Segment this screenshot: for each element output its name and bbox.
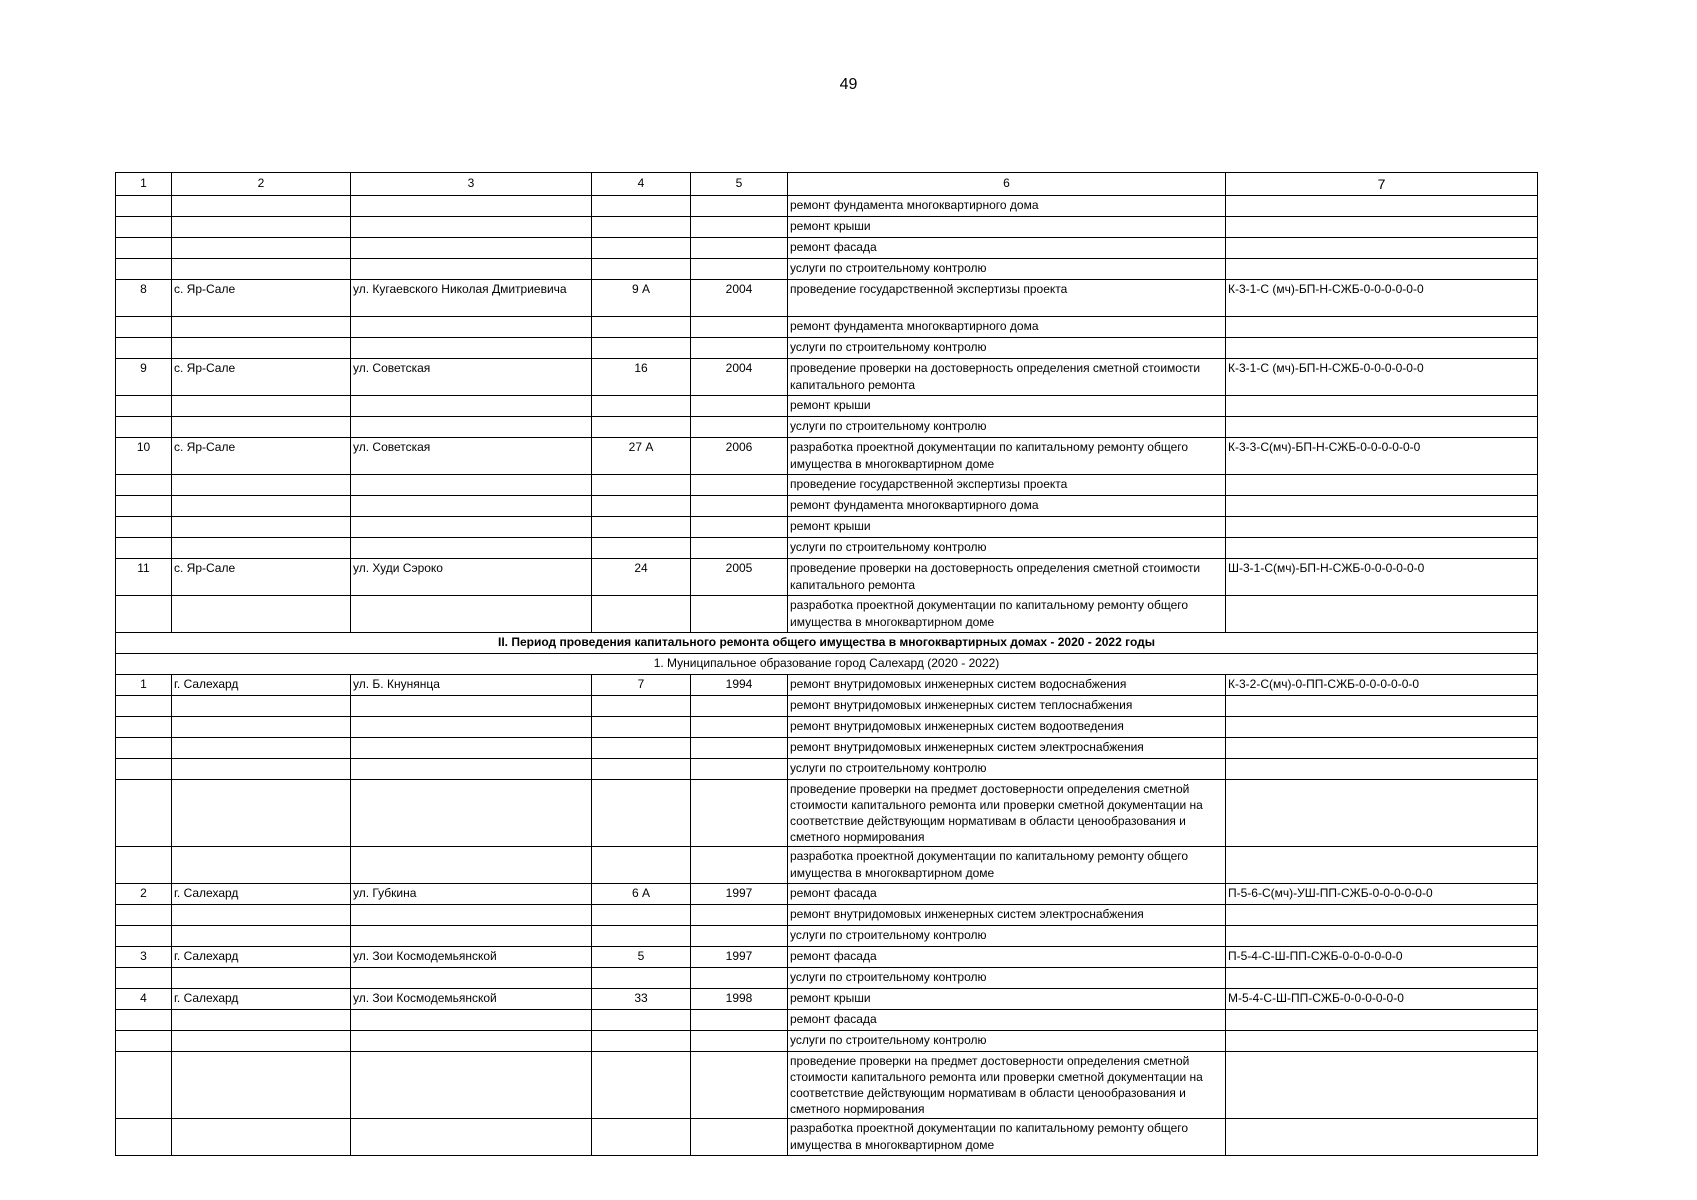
row-number-cell (116, 1119, 172, 1156)
street-cell (351, 1010, 592, 1031)
row-number-cell (116, 905, 172, 926)
row-number-cell: 2 (116, 884, 172, 905)
house-number-cell (592, 338, 691, 359)
building-code-cell (1226, 396, 1538, 417)
row-number-cell (116, 338, 172, 359)
subsection-heading-row (116, 654, 1538, 675)
street-cell (351, 1031, 592, 1052)
building-code-cell: К-3-3-С(мч)-БП-Н-СЖБ-0-0-0-0-0-0 (1226, 438, 1538, 475)
column-header: 1 (116, 173, 172, 196)
house-number-cell (592, 1010, 691, 1031)
column-header: 3 (351, 173, 592, 196)
building-code-cell: К-3-2-С(мч)-0-ПП-СЖБ-0-0-0-0-0-0 (1226, 675, 1538, 696)
street-cell: ул. Кугаевского Николая Дмитриевича (351, 280, 592, 317)
table-row (116, 847, 1538, 884)
building-code-cell (1226, 596, 1538, 633)
settlement-cell: г. Салехард (172, 675, 351, 696)
column-header: 5 (691, 173, 788, 196)
work-type-cell: услуги по строительному контролю (788, 968, 1226, 989)
work-type-cell: услуги по строительному контролю (788, 926, 1226, 947)
table-row (116, 926, 1538, 947)
row-number-cell (116, 717, 172, 738)
house-number-cell (592, 696, 691, 717)
settlement-cell (172, 780, 351, 847)
street-cell (351, 317, 592, 338)
building-code-cell (1226, 517, 1538, 538)
street-cell (351, 1119, 592, 1156)
street-cell (351, 738, 592, 759)
house-number-cell (592, 1052, 691, 1119)
building-code-cell: П-5-6-С(мч)-УШ-ПП-СЖБ-0-0-0-0-0-0 (1226, 884, 1538, 905)
row-number-cell (116, 1031, 172, 1052)
house-number-cell (592, 317, 691, 338)
building-code-cell (1226, 905, 1538, 926)
build-year-cell (691, 396, 788, 417)
street-cell (351, 968, 592, 989)
row-number-cell (116, 196, 172, 217)
build-year-cell (691, 717, 788, 738)
row-number-cell: 11 (116, 559, 172, 596)
settlement-cell (172, 926, 351, 947)
build-year-cell (691, 738, 788, 759)
table-row (116, 759, 1538, 780)
work-type-cell: услуги по строительному контролю (788, 259, 1226, 280)
work-type-cell: услуги по строительному контролю (788, 417, 1226, 438)
settlement-cell (172, 475, 351, 496)
building-code-cell (1226, 759, 1538, 780)
work-type-cell: ремонт фундамента многоквартирного дома (788, 317, 1226, 338)
house-number-cell (592, 738, 691, 759)
street-cell: ул. Советская (351, 438, 592, 475)
building-code-cell (1226, 696, 1538, 717)
settlement-cell (172, 847, 351, 884)
work-type-cell: проведение проверки на предмет достоверности определения сметной стоимости капитального ремонта или проверки сметной документации на соответствие действующим нормативам в области ценообразования и сметного нормирования (788, 780, 1226, 847)
house-number-cell: 27 А (592, 438, 691, 475)
work-type-cell: ремонт внутридомовых инженерных систем водоотведения (788, 717, 1226, 738)
house-number-cell: 7 (592, 675, 691, 696)
table-row (116, 1010, 1538, 1031)
table-row (116, 947, 1538, 968)
table-row (116, 438, 1538, 475)
house-number-cell (592, 780, 691, 847)
row-number-cell (116, 475, 172, 496)
build-year-cell (691, 926, 788, 947)
house-number-cell (592, 905, 691, 926)
work-type-cell: ремонт внутридомовых инженерных систем водоснабжения (788, 675, 1226, 696)
settlement-cell (172, 217, 351, 238)
building-code-cell (1226, 968, 1538, 989)
table-row (116, 396, 1538, 417)
work-type-cell: услуги по строительному контролю (788, 538, 1226, 559)
capital-repair-table (115, 172, 1538, 1156)
page-number: 49 (839, 76, 858, 93)
work-type-cell: разработка проектной документации по капитальному ремонту общего имущества в многоквартирном доме (788, 438, 1226, 475)
build-year-cell: 1997 (691, 947, 788, 968)
work-type-cell: разработка проектной документации по капитальному ремонту общего имущества в многоквартирном доме (788, 596, 1226, 633)
build-year-cell: 1994 (691, 675, 788, 696)
table-row (116, 989, 1538, 1010)
street-cell (351, 538, 592, 559)
house-number-cell (592, 417, 691, 438)
table-row (116, 1052, 1538, 1119)
building-code-cell (1226, 780, 1538, 847)
house-number-cell (592, 538, 691, 559)
house-number-cell (592, 217, 691, 238)
building-code-cell (1226, 217, 1538, 238)
street-cell (351, 517, 592, 538)
house-number-cell (592, 968, 691, 989)
settlement-cell: с. Яр-Сале (172, 559, 351, 596)
table-row (116, 596, 1538, 633)
settlement-cell (172, 596, 351, 633)
house-number-cell: 24 (592, 559, 691, 596)
building-code-cell (1226, 717, 1538, 738)
table-row (116, 968, 1538, 989)
row-number-cell (116, 738, 172, 759)
column-header: 2 (172, 173, 351, 196)
work-type-cell: проведение проверки на достоверность определения сметной стоимости капитального ремонта (788, 559, 1226, 596)
building-code-cell (1226, 1119, 1538, 1156)
settlement-cell (172, 317, 351, 338)
row-number-cell: 1 (116, 675, 172, 696)
work-type-cell: ремонт фундамента многоквартирного дома (788, 496, 1226, 517)
work-type-cell: проведение проверки на достоверность определения сметной стоимости капитального ремонта (788, 359, 1226, 396)
build-year-cell (691, 338, 788, 359)
settlement-cell (172, 396, 351, 417)
work-type-cell: ремонт крыши (788, 517, 1226, 538)
work-type-cell: проведение государственной экспертизы проекта (788, 475, 1226, 496)
row-number-cell (116, 847, 172, 884)
building-code-cell (1226, 475, 1538, 496)
row-number-cell (116, 396, 172, 417)
table-row (116, 1031, 1538, 1052)
build-year-cell (691, 696, 788, 717)
work-type-cell: ремонт внутридомовых инженерных систем электроснабжения (788, 905, 1226, 926)
row-number-cell (116, 968, 172, 989)
table-row (116, 780, 1538, 847)
house-number-cell: 33 (592, 989, 691, 1010)
street-cell (351, 696, 592, 717)
build-year-cell (691, 196, 788, 217)
settlement-cell: с. Яр-Сале (172, 359, 351, 396)
building-code-cell (1226, 338, 1538, 359)
table-row (116, 280, 1538, 317)
work-type-cell: ремонт фундамента многоквартирного дома (788, 196, 1226, 217)
settlement-cell (172, 1010, 351, 1031)
table-row (116, 196, 1538, 217)
table-row (116, 738, 1538, 759)
row-number-cell (116, 926, 172, 947)
settlement-cell (172, 1052, 351, 1119)
settlement-cell (172, 905, 351, 926)
street-cell (351, 259, 592, 280)
row-number-cell (116, 1052, 172, 1119)
building-code-cell (1226, 847, 1538, 884)
row-number-cell: 3 (116, 947, 172, 968)
work-type-cell: разработка проектной документации по капитальному ремонту общего имущества в многоквартирном доме (788, 1119, 1226, 1156)
settlement-cell (172, 717, 351, 738)
row-number-cell (116, 517, 172, 538)
build-year-cell (691, 1119, 788, 1156)
build-year-cell: 1998 (691, 989, 788, 1010)
settlement-cell (172, 738, 351, 759)
work-type-cell: проведение проверки на предмет достоверности определения сметной стоимости капитального ремонта или проверки сметной документации на соответствие действующим нормативам в области ценообразования и сметного нормирования (788, 1052, 1226, 1119)
house-number-cell (592, 475, 691, 496)
build-year-cell (691, 496, 788, 517)
settlement-cell (172, 238, 351, 259)
settlement-cell (172, 1031, 351, 1052)
building-code-cell: М-5-4-С-Ш-ПП-СЖБ-0-0-0-0-0-0 (1226, 989, 1538, 1010)
building-code-cell (1226, 738, 1538, 759)
build-year-cell (691, 475, 788, 496)
column-header: 7 (1226, 173, 1538, 196)
building-code-cell: Ш-3-1-С(мч)-БП-Н-СЖБ-0-0-0-0-0-0 (1226, 559, 1538, 596)
build-year-cell: 2004 (691, 280, 788, 317)
row-number-cell (116, 417, 172, 438)
row-number-cell (116, 1010, 172, 1031)
row-number-cell (116, 696, 172, 717)
build-year-cell (691, 596, 788, 633)
building-code-cell: К-3-1-С (мч)-БП-Н-СЖБ-0-0-0-0-0-0 (1226, 280, 1538, 317)
build-year-cell (691, 417, 788, 438)
settlement-cell: г. Салехард (172, 947, 351, 968)
house-number-cell (592, 196, 691, 217)
building-code-cell (1226, 538, 1538, 559)
house-number-cell: 16 (592, 359, 691, 396)
settlement-cell: г. Салехард (172, 989, 351, 1010)
table-row (116, 1119, 1538, 1156)
table-row (116, 259, 1538, 280)
settlement-cell (172, 196, 351, 217)
table-row (116, 317, 1538, 338)
table-row (116, 675, 1538, 696)
house-number-cell (592, 596, 691, 633)
table-row (116, 517, 1538, 538)
table-row (116, 538, 1538, 559)
build-year-cell (691, 1031, 788, 1052)
build-year-cell (691, 905, 788, 926)
work-type-cell: ремонт фасада (788, 1010, 1226, 1031)
table-row (116, 717, 1538, 738)
house-number-cell (592, 496, 691, 517)
build-year-cell (691, 238, 788, 259)
building-code-cell (1226, 1010, 1538, 1031)
house-number-cell (592, 259, 691, 280)
row-number-cell (116, 596, 172, 633)
row-number-cell: 8 (116, 280, 172, 317)
settlement-cell (172, 538, 351, 559)
settlement-cell (172, 338, 351, 359)
column-header: 6 (788, 173, 1226, 196)
street-cell (351, 905, 592, 926)
street-cell: ул. Губкина (351, 884, 592, 905)
house-number-cell: 6 А (592, 884, 691, 905)
street-cell (351, 847, 592, 884)
settlement-cell (172, 496, 351, 517)
work-type-cell: ремонт крыши (788, 989, 1226, 1010)
street-cell (351, 759, 592, 780)
work-type-cell: услуги по строительному контролю (788, 1031, 1226, 1052)
table-row (116, 559, 1538, 596)
street-cell (351, 217, 592, 238)
street-cell (351, 417, 592, 438)
street-cell (351, 496, 592, 517)
street-cell: ул. Зои Космодемьянской (351, 989, 592, 1010)
house-number-cell (592, 1119, 691, 1156)
street-cell: ул. Б. Кнунянца (351, 675, 592, 696)
work-type-cell: проведение государственной экспертизы проекта (788, 280, 1226, 317)
build-year-cell (691, 217, 788, 238)
street-cell (351, 338, 592, 359)
build-year-cell: 2004 (691, 359, 788, 396)
build-year-cell (691, 847, 788, 884)
build-year-cell: 2005 (691, 559, 788, 596)
settlement-cell (172, 259, 351, 280)
house-number-cell (592, 759, 691, 780)
house-number-cell (592, 717, 691, 738)
row-number-cell (116, 217, 172, 238)
street-cell (351, 396, 592, 417)
build-year-cell (691, 317, 788, 338)
building-code-cell (1226, 496, 1538, 517)
settlement-cell (172, 517, 351, 538)
work-type-cell: ремонт внутридомовых инженерных систем теплоснабжения (788, 696, 1226, 717)
building-code-cell (1226, 259, 1538, 280)
build-year-cell (691, 1010, 788, 1031)
house-number-cell (592, 926, 691, 947)
house-number-cell: 9 А (592, 280, 691, 317)
street-cell (351, 717, 592, 738)
table-row (116, 475, 1538, 496)
building-code-cell (1226, 1052, 1538, 1119)
building-code-cell: П-5-4-С-Ш-ПП-СЖБ-0-0-0-0-0-0 (1226, 947, 1538, 968)
building-code-cell (1226, 1031, 1538, 1052)
row-number-cell (116, 538, 172, 559)
column-header: 4 (592, 173, 691, 196)
street-cell (351, 196, 592, 217)
street-cell (351, 596, 592, 633)
build-year-cell (691, 780, 788, 847)
header-row (116, 173, 1538, 196)
work-type-cell: ремонт фасада (788, 947, 1226, 968)
build-year-cell: 1997 (691, 884, 788, 905)
settlement-cell (172, 417, 351, 438)
street-cell (351, 1052, 592, 1119)
table-row (116, 359, 1538, 396)
building-code-cell: К-3-1-С (мч)-БП-Н-СЖБ-0-0-0-0-0-0 (1226, 359, 1538, 396)
settlement-cell: с. Яр-Сале (172, 438, 351, 475)
building-code-cell (1226, 238, 1538, 259)
building-code-cell (1226, 196, 1538, 217)
section-heading: II. Период проведения капитального ремонта общего имущества в многоквартирных домах - 2020 - 2022 годы (116, 633, 1538, 654)
table-body (116, 173, 1538, 1156)
row-number-cell (116, 317, 172, 338)
row-number-cell (116, 259, 172, 280)
building-code-cell (1226, 317, 1538, 338)
street-cell: ул. Худи Сэроко (351, 559, 592, 596)
house-number-cell (592, 238, 691, 259)
table-row (116, 496, 1538, 517)
settlement-cell: г. Салехард (172, 884, 351, 905)
build-year-cell (691, 759, 788, 780)
table-row (116, 696, 1538, 717)
subsection-heading: 1. Муниципальное образование город Салехард (2020 - 2022) (116, 654, 1538, 675)
work-type-cell: разработка проектной документации по капитальному ремонту общего имущества в многоквартирном доме (788, 847, 1226, 884)
table-row (116, 417, 1538, 438)
house-number-cell (592, 847, 691, 884)
house-number-cell: 5 (592, 947, 691, 968)
work-type-cell: ремонт фасада (788, 884, 1226, 905)
street-cell: ул. Зои Космодемьянской (351, 947, 592, 968)
row-number-cell (116, 780, 172, 847)
table-row (116, 905, 1538, 926)
row-number-cell: 9 (116, 359, 172, 396)
building-code-cell (1226, 417, 1538, 438)
work-type-cell: ремонт крыши (788, 396, 1226, 417)
work-type-cell: ремонт внутридомовых инженерных систем электроснабжения (788, 738, 1226, 759)
house-number-cell (592, 396, 691, 417)
settlement-cell (172, 759, 351, 780)
house-number-cell (592, 1031, 691, 1052)
building-code-cell (1226, 926, 1538, 947)
street-cell (351, 780, 592, 847)
settlement-cell (172, 1119, 351, 1156)
street-cell (351, 475, 592, 496)
settlement-cell (172, 696, 351, 717)
row-number-cell: 4 (116, 989, 172, 1010)
build-year-cell: 2006 (691, 438, 788, 475)
row-number-cell (116, 238, 172, 259)
street-cell (351, 238, 592, 259)
settlement-cell: с. Яр-Сале (172, 280, 351, 317)
table-row (116, 884, 1538, 905)
work-type-cell: ремонт крыши (788, 217, 1226, 238)
build-year-cell (691, 517, 788, 538)
build-year-cell (691, 538, 788, 559)
work-type-cell: услуги по строительному контролю (788, 759, 1226, 780)
work-type-cell: услуги по строительному контролю (788, 338, 1226, 359)
build-year-cell (691, 259, 788, 280)
build-year-cell (691, 1052, 788, 1119)
row-number-cell (116, 496, 172, 517)
section-heading-row (116, 633, 1538, 654)
settlement-cell (172, 968, 351, 989)
table-row (116, 217, 1538, 238)
table-row (116, 238, 1538, 259)
build-year-cell (691, 968, 788, 989)
work-type-cell: ремонт фасада (788, 238, 1226, 259)
house-number-cell (592, 517, 691, 538)
row-number-cell: 10 (116, 438, 172, 475)
row-number-cell (116, 759, 172, 780)
table-row (116, 338, 1538, 359)
street-cell (351, 926, 592, 947)
street-cell: ул. Советская (351, 359, 592, 396)
